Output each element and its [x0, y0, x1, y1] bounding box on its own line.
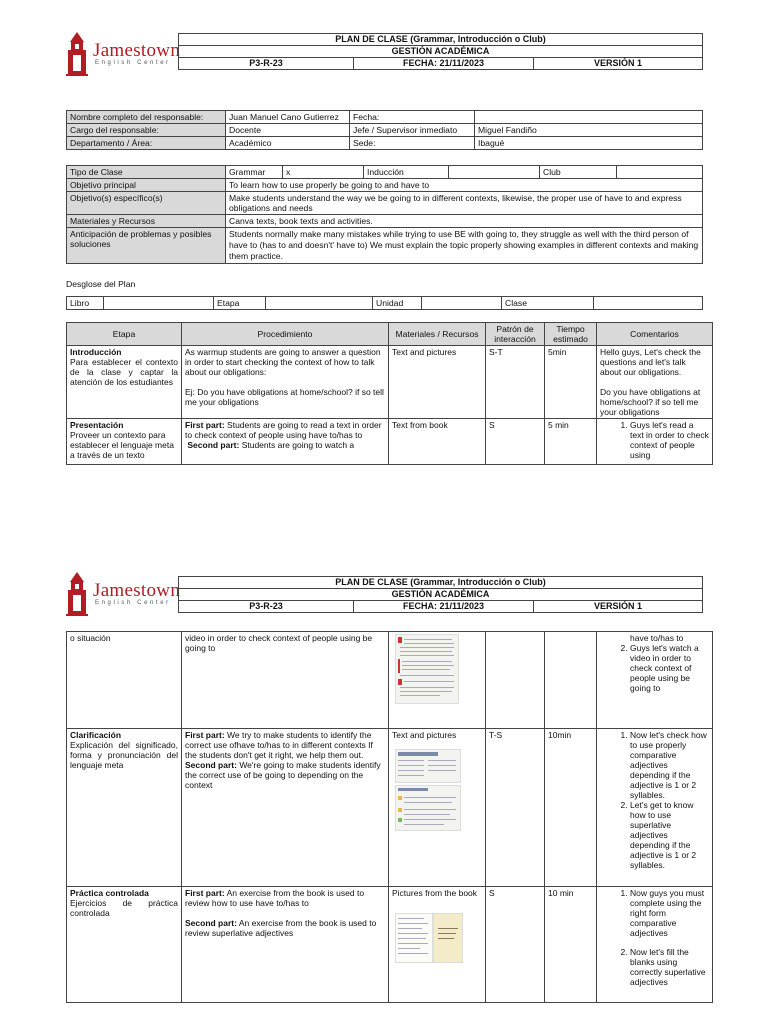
exercise-thumbnail — [395, 785, 461, 831]
pres-proc2: Students are going to watch a — [239, 440, 355, 450]
intro-com: Hello guys, Let's check the questions and let's talk about our obligations. — [600, 347, 701, 377]
objetivo-especifico-label: Objetivo(s) específico(s) — [67, 192, 226, 215]
intro-pat: S-T — [486, 346, 545, 419]
materiales-value: Canva texts, book texts and activities. — [226, 215, 703, 228]
cont-proc: video in order to check context of people using be going to — [182, 632, 389, 729]
etapa-value — [266, 297, 373, 310]
intro-mat: Text and pictures — [389, 346, 486, 419]
header-code: P3-R-23 — [179, 601, 354, 613]
libro-label: Libro — [67, 297, 104, 310]
jefe-value: Miguel Fandiño — [475, 124, 703, 137]
clar-first-label: First part: — [185, 730, 225, 740]
prac-first-label: First part: — [185, 888, 225, 898]
plan-table-2 — [66, 631, 713, 1003]
pres-mat: Text from book — [389, 419, 486, 465]
clar-com1: 1. Now let's check how to use properly comparative adjectives depending if the adjective is 1 or 2 syllables. — [630, 730, 709, 800]
header-table-2 — [178, 576, 703, 613]
clase-value — [594, 297, 703, 310]
tipo-mark: x — [283, 166, 364, 179]
brand-logo — [66, 32, 180, 76]
pres-first-label: First part: — [185, 420, 225, 430]
table-row — [67, 729, 713, 887]
header-table — [178, 33, 703, 70]
fecha-value — [475, 111, 703, 124]
cont-time — [545, 632, 597, 729]
prac-com1: 1. Now guys you must complete using the right form comparative adjectives — [630, 888, 709, 938]
table-row — [67, 632, 713, 729]
col-materiales: Materiales / Recursos — [389, 323, 486, 346]
desglose-table — [66, 296, 703, 310]
prac-pat: S — [486, 887, 545, 1003]
col-etapa: Etapa — [67, 323, 182, 346]
col-procedimiento: Procedimiento — [182, 323, 389, 346]
unidad-value — [422, 297, 502, 310]
tipo-induccion-mark — [449, 166, 540, 179]
cargo-label: Cargo del responsable: — [67, 124, 226, 137]
objetivo-label: Objetivo principal — [67, 179, 226, 192]
tipo-club: Club — [540, 166, 617, 179]
clar-mat: Text and pictures — [392, 730, 457, 740]
clar-second-label: Second part: — [185, 760, 237, 770]
clar-title: Clarificación — [70, 730, 122, 740]
tower-logo-icon — [66, 32, 88, 76]
clase-table — [66, 165, 703, 264]
cont-pat — [486, 632, 545, 729]
clar-com2: 2. Let's get to know how to use superlative adjectives depending if the adjective is 1 or 2 syllables. — [630, 800, 709, 870]
depto-value: Académico — [226, 137, 350, 150]
brand-name: Jamestown — [93, 580, 181, 601]
tipo-club-mark — [617, 166, 703, 179]
book-exercise-thumbnail — [395, 913, 433, 963]
prac-time: 10 min — [545, 887, 597, 1003]
brand-sub: English Center — [95, 60, 171, 66]
col-patron: Patrón de interacción — [486, 323, 545, 346]
etapa-label: Etapa — [214, 297, 266, 310]
table-row — [67, 346, 713, 419]
depto-label: Departamento / Área: — [67, 137, 226, 150]
table-row — [67, 419, 713, 465]
pres-second-label: Second part: — [187, 440, 240, 450]
libro-value — [104, 297, 214, 310]
book-text-thumbnail — [395, 634, 459, 704]
jefe-label: Jefe / Supervisor inmediato — [350, 124, 475, 137]
pres-proc: Students are going to read a text in order to check context of people using have to/has to — [185, 420, 382, 440]
pres-title: Presentación — [70, 420, 124, 430]
grammar-chart-thumbnail — [395, 749, 461, 783]
intro-com2: Do you have obligations at home/school? if so tell me your obligations — [600, 387, 701, 417]
prac-second-label: Second part: — [185, 918, 237, 928]
header-date: FECHA: 21/11/2023 — [354, 601, 534, 613]
brand-name: Jamestown — [93, 40, 181, 61]
prac-mat: Pictures from the book — [392, 888, 478, 898]
prac-proc1: An exercise from the book is used to review how to use have to/has to — [185, 888, 365, 908]
prac-proc2: An exercise from the book is used to review superlative adjectives — [185, 918, 377, 938]
plan-table — [66, 322, 713, 465]
tipo-induccion: Inducción — [364, 166, 449, 179]
col-tiempo: Tiempo estimado — [545, 323, 597, 346]
cont-mat-cell — [389, 632, 486, 729]
objetivo-value: To learn how to use properly be going to and have to — [226, 179, 703, 192]
pres-com1: 1. Guys let's read a text in order to check context of people using — [630, 420, 709, 460]
brand-logo-2 — [66, 572, 180, 616]
header-title: PLAN DE CLASE (Grammar, Introducción o Club) — [179, 577, 703, 589]
table-row — [67, 887, 713, 1003]
brand-sub: English Center — [95, 600, 171, 606]
clar-proc2: We're going to make students identify the correct use of be going to depending on the context — [185, 760, 381, 790]
cargo-value: Docente — [226, 124, 350, 137]
pres-time: 5 min — [545, 419, 597, 465]
anticipacion-value: Students normally make many mistakes while trying to use BE with going to, they struggle as well with the third person of have to (has to and doesn't' have to) We must explain the topic properly showing examples in different contexts and making them practice. — [226, 228, 703, 264]
intro-proc: As warmup students are going to answer a question in order to start checking the context of how to talk about our obligations: — [185, 347, 381, 377]
cont-com1: have to/has to — [630, 633, 684, 643]
clar-time: 10min — [545, 729, 597, 887]
cont-etapa: o situación — [67, 632, 182, 729]
objetivo-especifico-value: Make students understand the way we be going to in different contexts, likewise, the proper use of have to and express obligations and needs — [226, 192, 703, 215]
intro-desc: Para establecer el contexto de la clase y captar la atención de los estudiantes — [70, 357, 178, 387]
intro-title: Introducción — [70, 347, 122, 357]
prac-desc: Ejercicios de práctica controlada — [70, 898, 178, 918]
header-subtitle: GESTIÓN ACADÉMICA — [179, 46, 703, 58]
nombre-value: Juan Manuel Cano Gutierrez — [226, 111, 350, 124]
tipo-grammar: Grammar — [226, 166, 283, 179]
clase-label: Clase — [502, 297, 594, 310]
header-date: FECHA: 21/11/2023 — [354, 58, 534, 70]
header-title: PLAN DE CLASE (Grammar, Introducción o Club) — [179, 34, 703, 46]
header-version: VERSIÓN 1 — [534, 601, 703, 613]
cont-com2: 2. Guys let's watch a video in order to check context of people using be going to — [630, 643, 709, 693]
desglose-title: Desglose del Plan — [66, 279, 136, 289]
header-version: VERSIÓN 1 — [534, 58, 703, 70]
prac-com2: 2. Now let's fill the blanks using correctly superlative adjectives — [630, 947, 709, 987]
tipo-label: Tipo de Clase — [67, 166, 226, 179]
prac-title: Práctica controlada — [70, 888, 149, 898]
unidad-label: Unidad — [373, 297, 422, 310]
clar-proc1: We try to make students to identify the correct use ofhave to/has to in different contexts If the students don't get it right, we help them out. — [185, 730, 373, 760]
header-subtitle: GESTIÓN ACADÉMICA — [179, 589, 703, 601]
quote-picture-thumbnail — [433, 913, 463, 963]
header-code: P3-R-23 — [179, 58, 354, 70]
clar-pat: T-S — [486, 729, 545, 887]
tower-logo-icon — [66, 572, 88, 616]
fecha-label: Fecha: — [350, 111, 475, 124]
col-comentarios: Comentarios — [597, 323, 713, 346]
pres-pat: S — [486, 419, 545, 465]
intro-time: 5min — [545, 346, 597, 419]
clar-desc: Explicación del significado, forma y pronunciación del lenguaje meta — [70, 740, 178, 770]
responsable-table — [66, 110, 703, 150]
materiales-label: Materiales y Recursos — [67, 215, 226, 228]
anticipacion-label: Anticipación de problemas y posibles soluciones — [67, 228, 226, 264]
sede-value: Ibagué — [475, 137, 703, 150]
intro-proc2: Ej: Do you have obligations at home/school? if so tell me your obligations — [185, 387, 384, 407]
sede-label: Sede: — [350, 137, 475, 150]
nombre-label: Nombre completo del responsable: — [67, 111, 226, 124]
pres-desc: Proveer un contexto para establecer el lenguaje meta a través de un texto — [70, 430, 174, 460]
